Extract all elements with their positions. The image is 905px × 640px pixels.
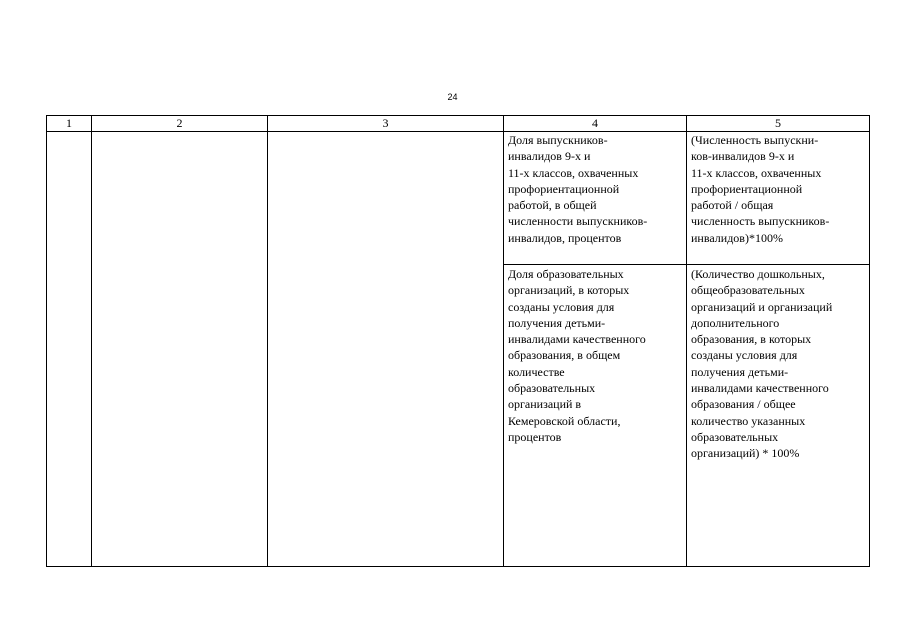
column-header-4: 4 [504,116,687,132]
formula-cell: (Количество дошкольных, общеобразовательных организаций и организаций дополнительного образования, в которых созданы условия для получения детьми- инвалидами качественного образования / общее количество указанных образовательных организаций) * 100% [687,265,870,567]
indicators-table [46,115,870,567]
indicator-cell: Доля образовательных организаций, в которых созданы условия для получения детьми- инвалидами качественного образования, в общем количестве образовательных организаций в Кемеровской области, процентов [504,265,687,567]
column-header-1: 1 [47,116,92,132]
page-number: 24 [447,92,458,102]
column-header-5: 5 [687,116,870,132]
cell-col2-empty [92,132,268,567]
table-row [47,132,870,265]
column-header-2: 2 [92,116,268,132]
cell-col3-empty [268,132,504,567]
cell-col1-empty [47,132,92,567]
indicator-cell: Доля выпускников- инвалидов 9-х и 11-х классов, охваченных профориентационной работой, в общей численности выпускников- инвалидов, процентов [504,132,687,265]
column-header-3: 3 [268,116,504,132]
table-header-row [47,116,870,132]
formula-cell: (Численность выпускни- ков-инвалидов 9-х и 11-х классов, охваченных профориентационной работой / общая численность выпускников- инвалидов)*100% [687,132,870,265]
